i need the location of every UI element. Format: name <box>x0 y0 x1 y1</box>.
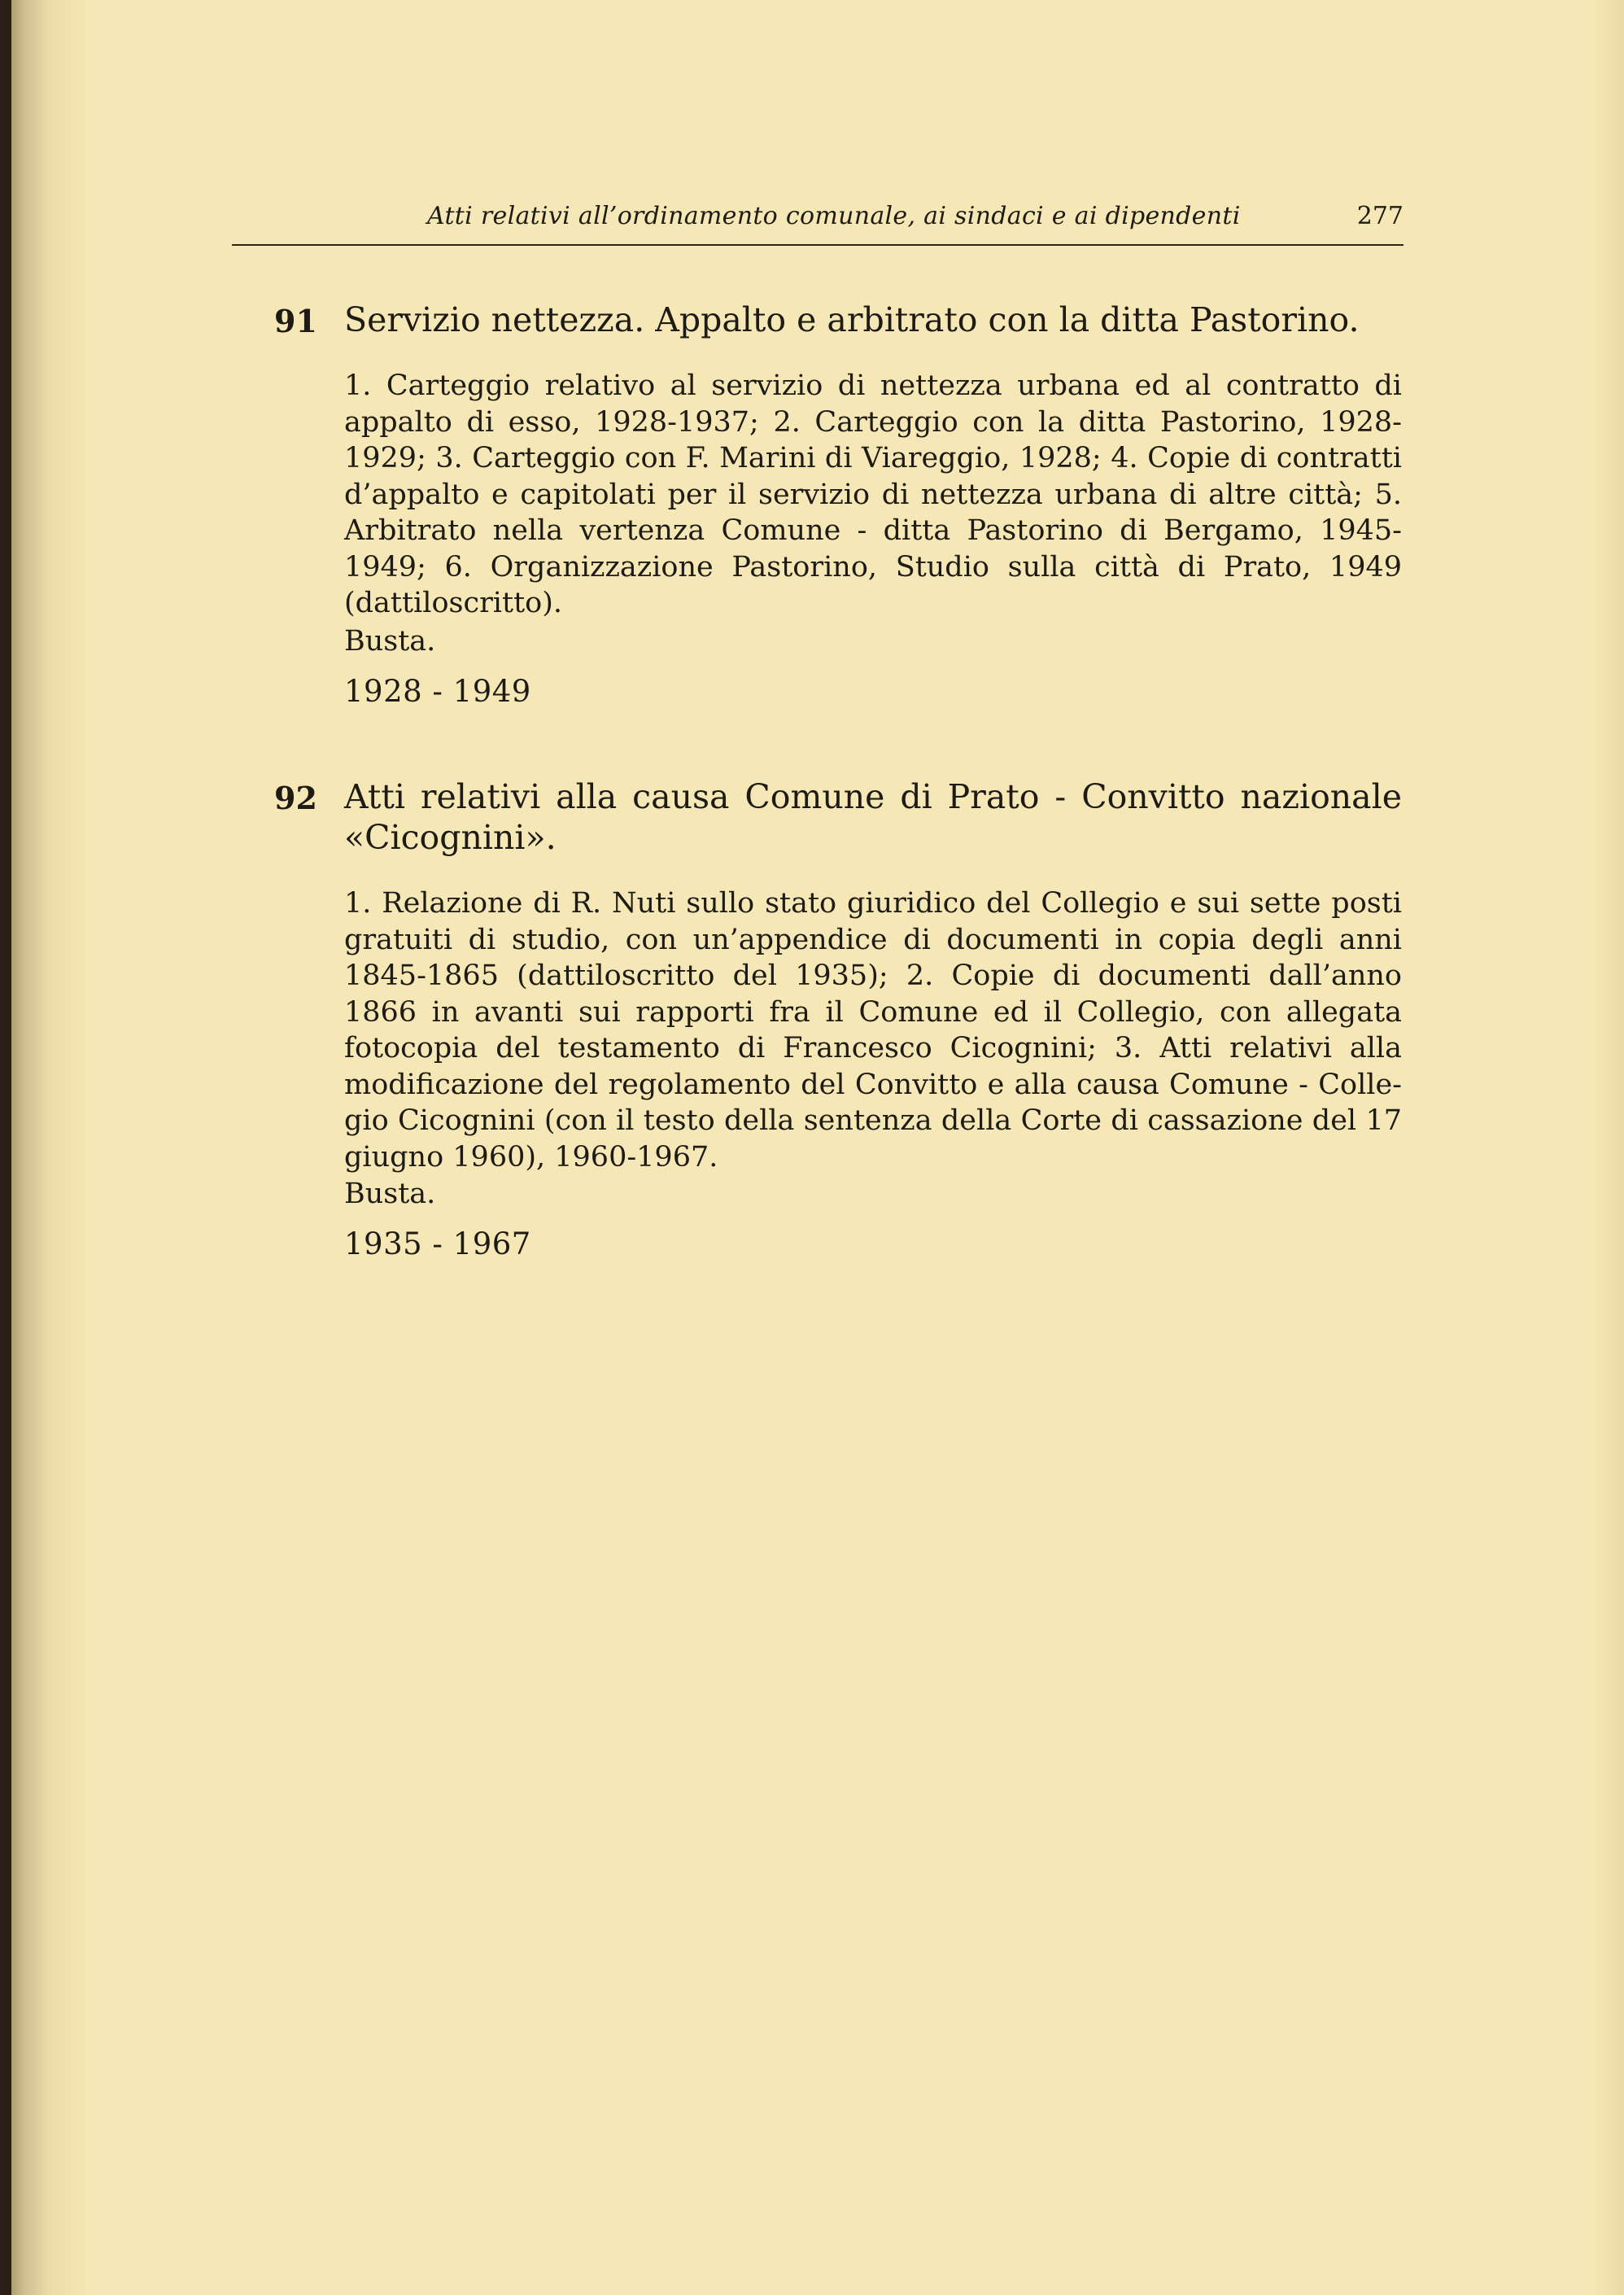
book-spine-shadow <box>0 0 11 2295</box>
running-header <box>232 195 1404 246</box>
running-title: Atti relativi all’ordinamento comunale, ai sindaci e ai dipendenti <box>427 202 1241 230</box>
entry-title: Servizio nettezza. Appalto e arbitrato con la ditta Pastorino. <box>344 300 1360 339</box>
entry-container: Busta. <box>344 625 436 658</box>
entry-description: 1. Carteggio relativo al servizio di nettezza urbana ed al contratto di appalto di esso, 1928-1937; 2. Carteggio con la ditta Pastorino, 1928-1929; 3. Carteggio con F. Marini di Viareggio, 1928; 4. Copie di contratti d’appalto e capitolati per il servizio di nettezza urbana di altre città; 5. Arbitrato nella vertenza Comune - ditta Pastorino di Bergamo, 1945-1949; 6. Organizzazione Pastorino, Studio sulla città di Prato, 1949 (dattiloscritto). <box>344 369 1402 619</box>
entry-container: Busta. <box>344 1178 436 1210</box>
page-number: 277 <box>1356 202 1404 230</box>
entry-description: 1. Relazione di R. Nuti sullo stato giuridico del Collegio e sui sette posti gratuiti di studio, con un’appendice di documenti in copia degli anni 1845-1865 (dattiloscritto del 1935); 2. Copie di documenti dall’anno 1866 in avanti sui rapporti fra il Comune ed il Collegio, con allegata fotocopia del testamento di Francesco Cicognini; 3. Atti relativi alla modificazione del regolamento del Convitto e alla causa Comune - Collegio Cicognini (con il testo della sentenza della Corte di cassazione del 17 giugno 1960), 1960-1967. <box>344 887 1402 1174</box>
entry-92 <box>232 776 1404 1281</box>
entry-dates: 1928 - 1949 <box>344 674 531 709</box>
entry-number: 92 <box>274 780 317 816</box>
entry-title: Atti relativi alla causa Comune di Prato - Convitto nazionale «Cicognini». <box>344 777 1402 857</box>
entry-dates: 1935 - 1967 <box>344 1226 531 1261</box>
entry-number: 91 <box>274 303 317 339</box>
entry-91 <box>232 299 1404 723</box>
